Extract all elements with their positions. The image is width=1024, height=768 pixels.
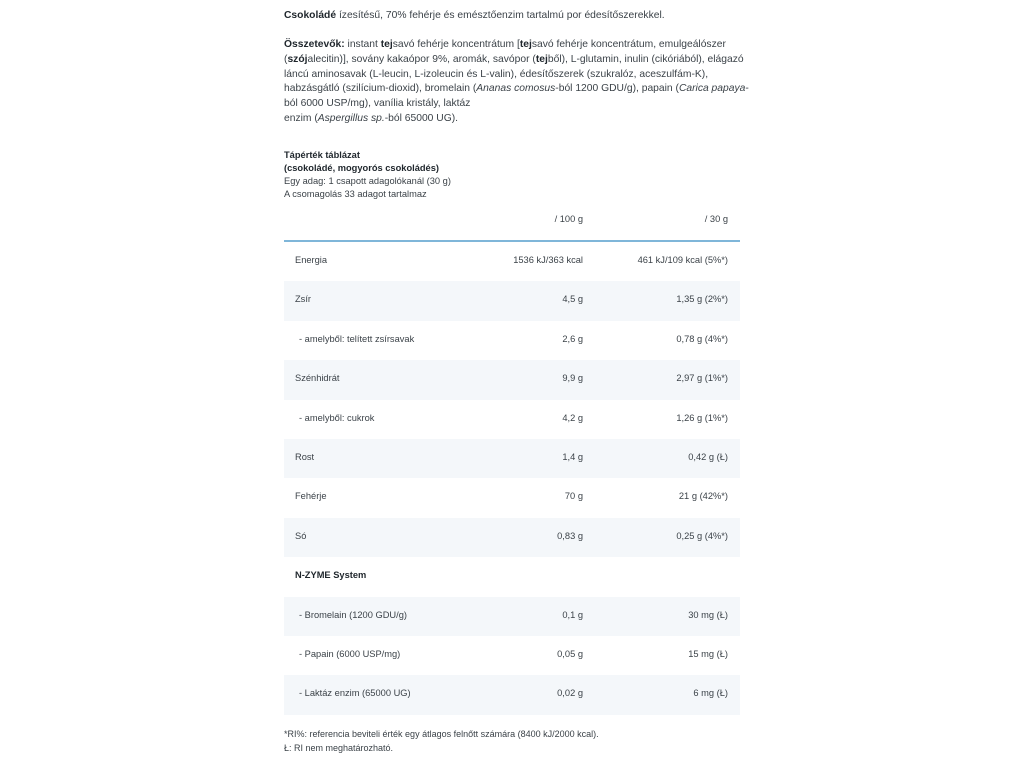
flavor-name: Csokoládé	[284, 10, 337, 21]
nutrition-table	[284, 242, 740, 715]
row-label: - Bromelain (1200 GDU/g)	[299, 609, 407, 620]
table-row	[284, 281, 740, 320]
row-label: Zsír	[295, 294, 312, 305]
flavor-text: ízesítésű, 70% fehérje és emésztőenzim tartalmú por édesítőszerekkel.	[336, 10, 665, 21]
row-value-100g: 2,6 g	[562, 333, 583, 344]
table-section-row	[284, 557, 740, 596]
row-value-30g: 6 mg (Ł)	[693, 688, 728, 699]
table-row	[284, 360, 740, 399]
ingredients-text: savó fehérje koncentrátum [	[392, 39, 520, 50]
ingredients-text: savó fehérje koncentrátum, emulgeálószer (	[284, 39, 726, 65]
row-value-100g: 1536 kJ/363 kcal	[513, 255, 583, 265]
table-row	[284, 636, 740, 675]
row-label: - amelyből: cukrok	[299, 412, 375, 423]
row-value-100g: 4,2 g	[562, 412, 583, 423]
ingredients-label: Összetevők:	[284, 39, 345, 50]
table-row	[284, 675, 740, 714]
ingredients-text: -ból 6000 USP/mg), vanília kristály, laktáz	[284, 83, 749, 110]
row-label: Energia	[295, 255, 328, 265]
row-value-30g: 30 mg (Ł)	[688, 609, 728, 620]
table-row	[284, 518, 740, 557]
serving-size: Egy adag: 1 csapott adagolókanál (30 g)	[284, 176, 451, 186]
table-row	[284, 439, 740, 478]
nutrition-table-heading	[284, 149, 451, 201]
row-label: - Laktáz enzim (65000 UG)	[299, 688, 411, 699]
row-value-100g: 70 g	[564, 491, 583, 502]
servings-per-package: A csomagolás 33 adagot tartalmaz	[284, 189, 427, 199]
ingredients-text: instant	[344, 39, 381, 50]
row-value-30g: 21 g (42%*)	[678, 491, 728, 502]
row-value-100g: 0,83 g	[557, 530, 583, 541]
nutrition-table-subtitle: (csokoládé, mogyorós csokoládés)	[284, 163, 439, 173]
flavor-description	[284, 9, 754, 24]
column-header-100g: / 100 g	[554, 214, 583, 224]
ingredients-text: ből), L-glutamin, inulin (cikóriából), elágazó láncú aminosavak (L-leucin, L-izoleucin és L-valin), édesítőszerek (szukralóz, aceszulfám-K), habzásgátló (szilícium-dioxid), bromelain (	[284, 53, 744, 95]
row-value-100g: 0,02 g	[557, 688, 583, 699]
ri-footnote: *RI%: referencia beviteli érték egy átlagos felnőtt számára (8400 kJ/2000 kcal).	[284, 729, 599, 739]
nutrition-table-title: Tápérték táblázat	[284, 150, 360, 160]
row-value-30g: 461 kJ/109 kcal (5%*)	[637, 255, 728, 265]
row-value-100g: 1,4 g	[562, 451, 583, 462]
row-value-30g: 0,42 g (Ł)	[688, 451, 728, 462]
table-row	[284, 321, 740, 360]
ingredients-list	[284, 38, 754, 127]
row-value-30g: 2,97 g (1%*)	[676, 373, 728, 384]
allergen: tej	[519, 39, 532, 50]
column-header-30g: / 30 g	[704, 214, 728, 224]
species-name: Ananas comosus	[476, 83, 556, 95]
row-value-100g: 0,05 g	[557, 648, 583, 659]
species-name: Carica papaya	[678, 83, 746, 95]
ingredients-text: -ból 1200 GDU/g), papain (	[555, 83, 679, 95]
ingredients-text: alecitin)], sovány kakaópor 9%, aromák, savópor (	[307, 53, 536, 65]
row-label: Szénhidrát	[295, 373, 340, 384]
table-row	[284, 400, 740, 439]
row-value-100g: 9,9 g	[562, 373, 583, 384]
row-value-100g: 0,1 g	[562, 609, 583, 620]
ingredients-text: enzim (	[284, 112, 318, 124]
row-label: Rost	[295, 451, 315, 462]
allergen: tej	[535, 53, 548, 65]
row-value-30g: 1,35 g (2%*)	[676, 294, 728, 305]
section-label: N-ZYME System	[295, 570, 367, 581]
table-row	[284, 478, 740, 517]
ingredients-text: -ból 65000 UG).	[384, 112, 458, 124]
row-label: Fehérje	[295, 491, 327, 502]
species-name: Aspergillus sp.	[317, 112, 385, 124]
na-footnote: Ł: RI nem meghatározható.	[284, 743, 394, 753]
row-value-30g: 0,25 g (4%*)	[676, 530, 728, 541]
row-label: Só	[295, 530, 307, 541]
allergen: szój	[287, 53, 308, 65]
row-label: - amelyből: telített zsírsavak	[299, 333, 415, 344]
allergen: tej	[380, 39, 393, 50]
row-value-100g: 4,5 g	[562, 294, 583, 305]
row-value-30g: 1,26 g (1%*)	[676, 412, 728, 423]
table-row	[284, 597, 740, 636]
table-row	[284, 242, 740, 281]
row-label: - Papain (6000 USP/mg)	[299, 648, 401, 659]
row-value-30g: 15 mg (Ł)	[688, 648, 728, 659]
row-value-30g: 0,78 g (4%*)	[676, 333, 728, 344]
footnotes	[284, 727, 599, 755]
